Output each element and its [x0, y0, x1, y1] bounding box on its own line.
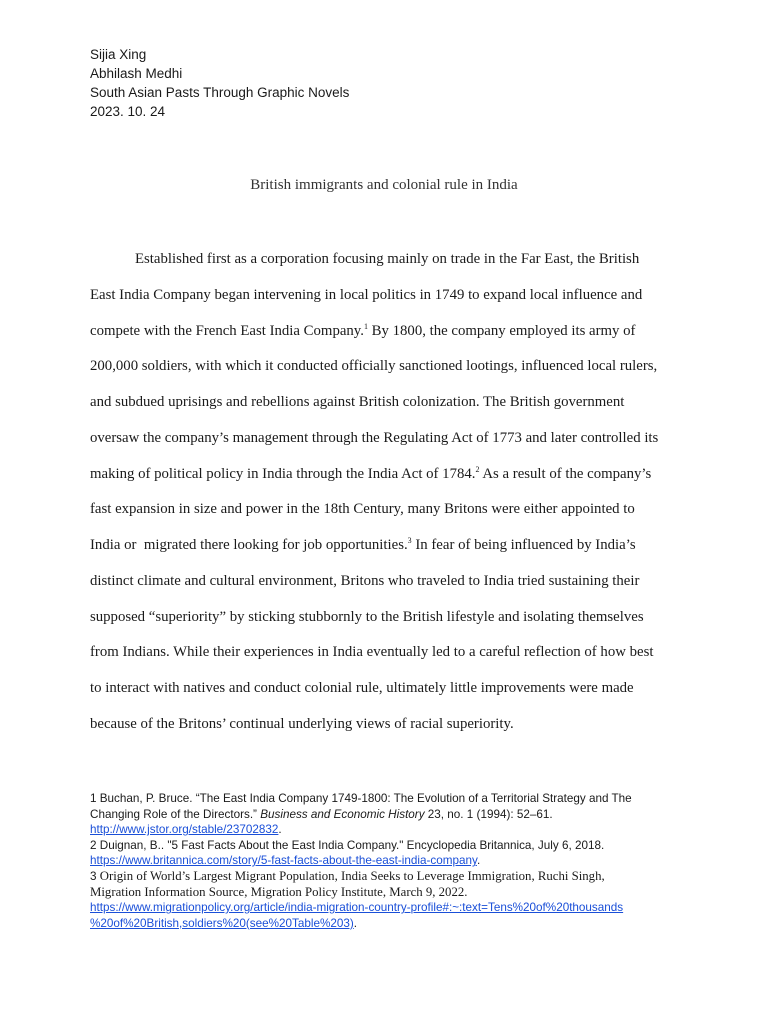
paragraph-line: to interact with natives and conduct colonial rule, ultimately little improvements were made — [90, 680, 634, 696]
footnote-2-link-line — [90, 853, 690, 869]
footnotes-section — [90, 791, 690, 931]
footnote-2-link[interactable]: https://www.britannica.com/story/5-fast-facts-about-the-east-india-company — [90, 854, 477, 868]
line-text: compete with the French East India Company. — [90, 322, 364, 339]
footnote-1-continued — [90, 807, 690, 823]
footnote-text: 23, no. 1 (1994): 52–61. — [424, 807, 553, 821]
footnote-text: . — [353, 916, 358, 930]
date: 2023. 10. 24 — [90, 104, 166, 119]
footnote-3-link-continued[interactable]: %20of%20British,soldiers%20(see%20Table%203) — [90, 916, 354, 930]
footnote-3-link-line-2 — [90, 916, 690, 932]
line-text: By 1800, the company employed its army of — [367, 322, 636, 339]
paragraph-line: because of the Britons’ continual underlying views of racial superiority. — [90, 715, 514, 732]
footnote-ref-1[interactable]: 1 — [363, 321, 368, 331]
journal-title: Business and Economic History — [260, 807, 425, 821]
body-paragraph — [90, 245, 690, 746]
footnote-number: 2 — [90, 838, 97, 852]
line-text: As a result of the company’s — [479, 465, 652, 482]
paragraph-line: and subdued uprisings and rebellions against British colonization. The British government — [90, 394, 625, 410]
paragraph-line: supposed “superiority” by sticking stubbornly to the British lifestyle and isolating themselves — [90, 608, 644, 625]
instructor-name: Abhilash Medhi — [90, 66, 183, 81]
line-text: making of political policy in India through the India Act of 1784. — [90, 465, 476, 482]
footnote-1 — [90, 791, 690, 807]
footnote-2 — [90, 838, 690, 854]
footnote-number: 1 — [90, 792, 97, 805]
paragraph-line: distinct climate and cultural environment, Britons who traveled to India tried sustaining their — [90, 572, 640, 589]
paragraph-line: East India Company began intervening in local politics in 1749 to expand local influence and — [90, 286, 643, 303]
header-block — [90, 45, 349, 121]
paragraph-line — [90, 317, 690, 353]
author-name: Sijia Xing — [90, 47, 147, 62]
paragraph-line: from Indians. While their experiences in India eventually led to a careful reflection of how best — [90, 644, 654, 661]
footnote-3-continued: Migration Information Source, Migration Policy Institute, March 9, 2022. — [90, 884, 468, 899]
footnote-text: Origin of World’s Largest Migrant Population, India Seeks to Leverage Immigration, Ruchi Singh, — [96, 868, 605, 883]
paragraph-line: oversaw the company’s management through the Regulating Act of 1773 and later controlled its — [90, 429, 659, 446]
footnote-3 — [90, 869, 690, 885]
footnote-text: . — [476, 854, 481, 868]
footnote-text: Duignan, B.. "5 Fast Facts About the East India Company." Encyclopedia Britannica, July 6, 2018. — [96, 838, 605, 852]
footnote-number: 3 — [90, 869, 97, 883]
paragraph-line: Established first as a corporation focusing mainly on trade in the Far East, the British — [135, 251, 640, 267]
line-text: India or migrated there looking for job opportunities. — [90, 537, 408, 553]
paragraph-line: 200,000 soldiers, with which it conducted officially sanctioned lootings, influenced local rulers, — [90, 358, 658, 375]
footnote-ref-3[interactable]: 3 — [407, 536, 412, 545]
footnote-1-link[interactable]: http://www.jstor.org/stable/23702832 — [90, 823, 279, 837]
essay-title: British immigrants and colonial rule in India — [250, 177, 518, 193]
line-text: In fear of being influenced by India’s — [411, 537, 636, 553]
footnote-3-link[interactable]: https://www.migrationpolicy.org/article/india-migration-country-profile#:~:text=Tens%20of%20thousands — [90, 901, 624, 915]
paragraph-line — [90, 531, 690, 567]
footnote-text: Changing Role of the Directors.” — [90, 807, 261, 821]
paragraph-line: fast expansion in size and power in the 18th Century, many Britons were either appointed to — [90, 501, 635, 518]
footnote-text: . — [278, 823, 282, 837]
footnote-text: Buchan, P. Bruce. “The East India Company 1749-1800: The Evolution of a Territorial Strategy and The — [96, 792, 632, 805]
footnote-ref-2[interactable]: 2 — [475, 464, 480, 474]
course-name: South Asian Pasts Through Graphic Novels — [90, 85, 350, 100]
footnote-3-link-line — [90, 900, 690, 916]
paragraph-line — [90, 460, 690, 496]
footnote-1-link-line — [90, 822, 690, 838]
